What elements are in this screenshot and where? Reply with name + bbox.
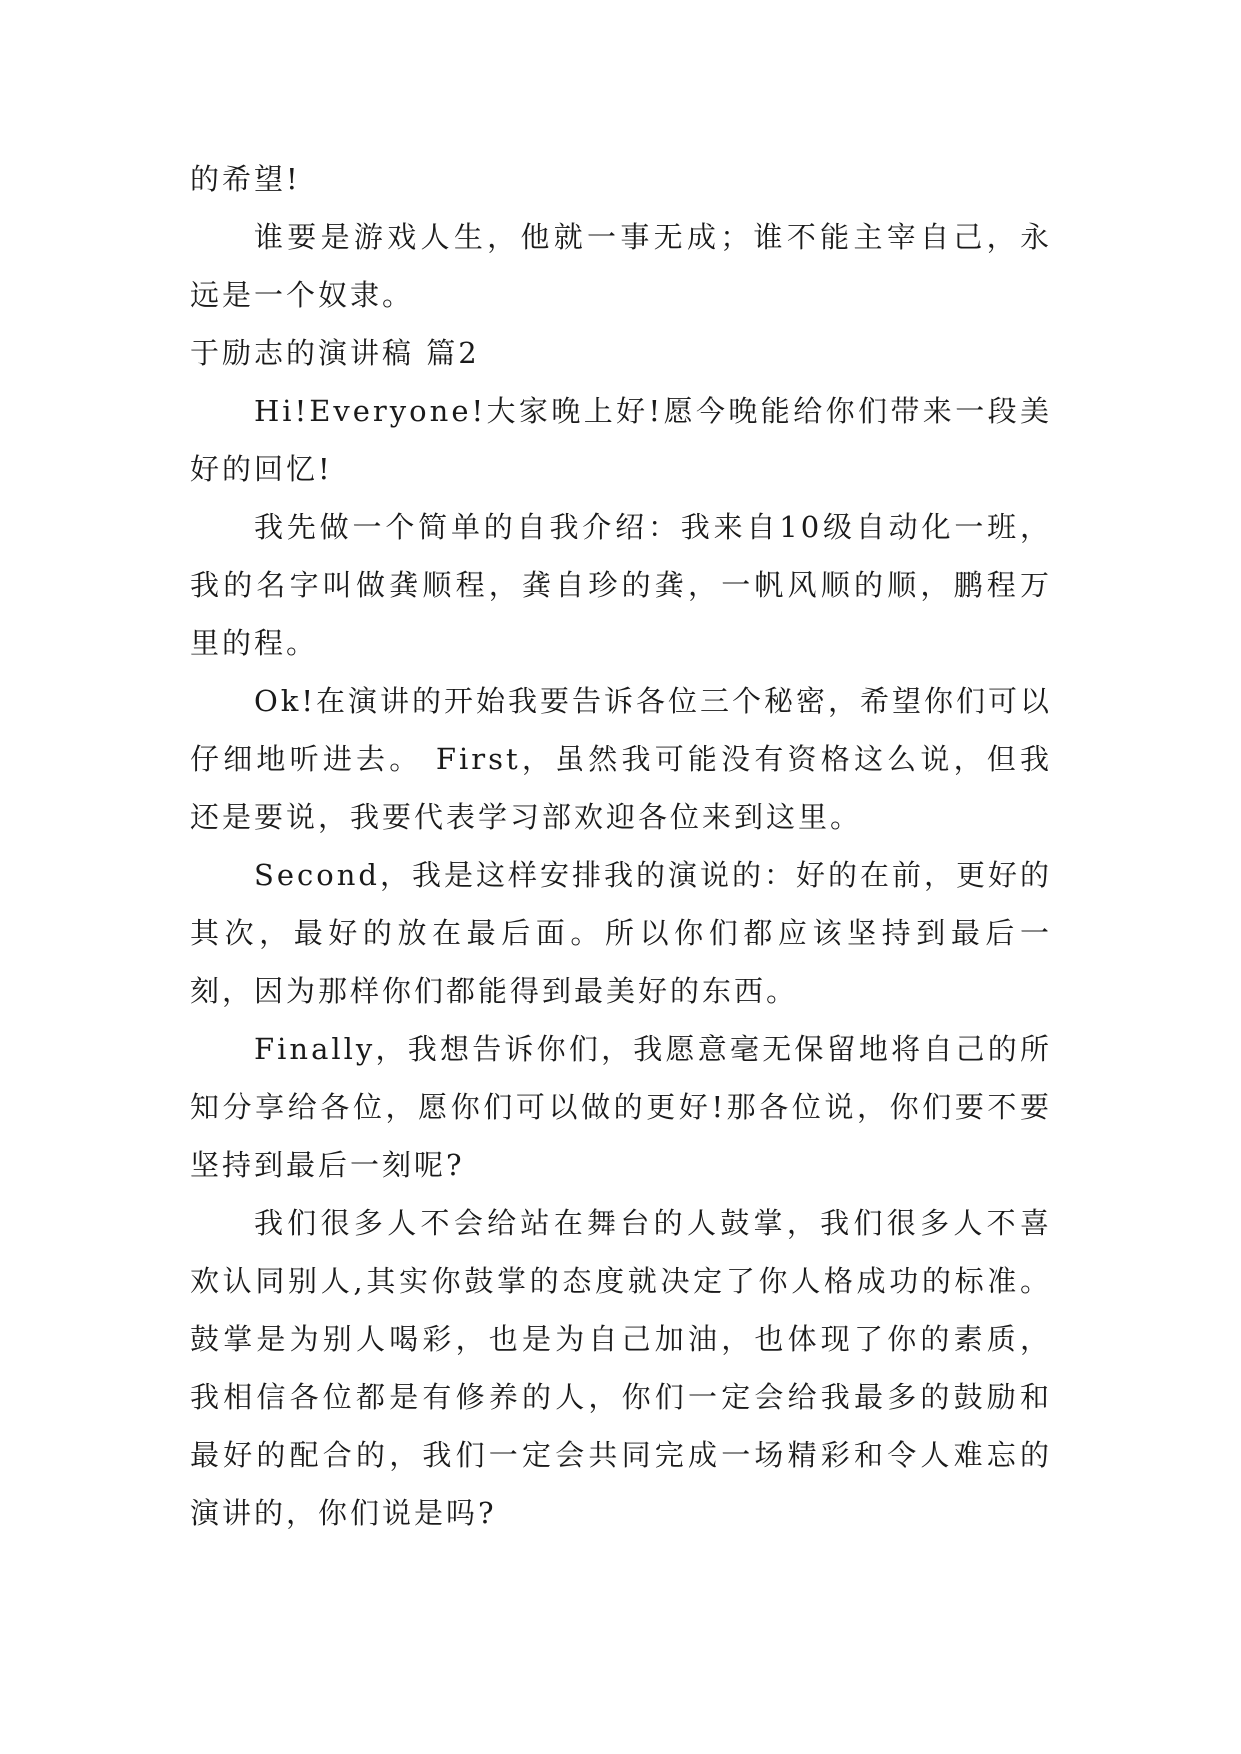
paragraph-7: 我们很多人不会给站在舞台的人鼓掌，我们很多人不喜欢认同别人,其实你鼓掌的态度就决定了你人格成功的标准。鼓掌是为别人喝彩，也是为自己加油，也体现了你的素质，我相信各位都是有修养的人，你们一定会给我最多的鼓励和最好的配合的，我们一定会共同完成一场精彩和令人难忘的演讲的，你们说是吗?	[190, 1206, 1052, 1530]
paragraph-4: Ok!在演讲的开始我要告诉各位三个秘密，希望你们可以仔细地听进去。 First，虽然我可能没有资格这么说，但我还是要说，我要代表学习部欢迎各位来到这里。	[190, 684, 1053, 834]
paragraph-6: Finally，我想告诉你们，我愿意毫无保留地将自己的所知分享给各位，愿你们可以做的更好!那各位说，你们要不要坚持到最后一刻呢?	[190, 1032, 1052, 1182]
paragraph-5: Second，我是这样安排我的演说的：好的在前，更好的其次，最好的放在最后面。所以你们都应该坚持到最后一刻，因为那样你们都能得到最美好的东西。	[190, 858, 1052, 1008]
document-body	[190, 150, 1052, 1542]
continuation-line: 的希望!	[190, 162, 301, 196]
paragraph-2: Hi!Everyone!大家晚上好!愿今晚能给你们带来一段美好的回忆!	[190, 394, 1052, 486]
section-heading: 于励志的演讲稿 篇2	[190, 336, 480, 370]
paragraph-3: 我先做一个简单的自我介绍：我来自10级自动化一班，我的名字叫做龚顺程，龚自珍的龚，一帆风顺的顺，鹏程万里的程。	[190, 510, 1052, 660]
paragraph-1: 谁要是游戏人生，他就一事无成；谁不能主宰自己，永远是一个奴隶。	[190, 220, 1052, 312]
